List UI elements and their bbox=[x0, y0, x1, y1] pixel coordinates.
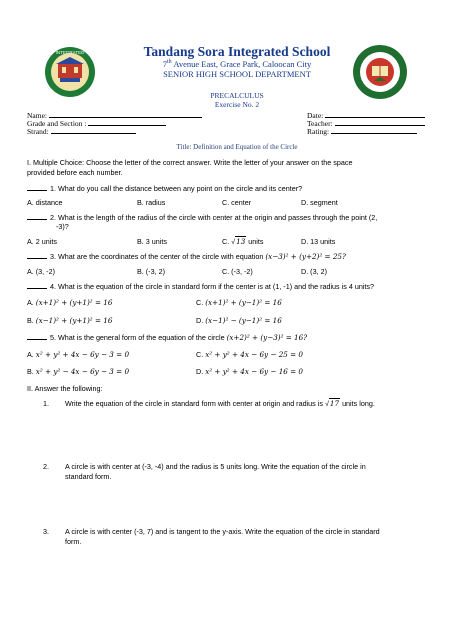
part2-item-1: 1. Write the equation of the circle in standard form with center at origin and radius is √17 units long. bbox=[43, 399, 375, 408]
department-name: SENIOR HIGH SCHOOL DEPARTMENT bbox=[163, 69, 311, 79]
subject-title: PRECALCULUS bbox=[210, 91, 264, 100]
q2-option-b: B. 3 units bbox=[137, 237, 167, 246]
question-2-cont: -3)? bbox=[56, 222, 69, 231]
name-field[interactable]: Name: bbox=[27, 110, 202, 120]
q2-option-d: D. 13 units bbox=[301, 237, 336, 246]
q5-option-d: D. x² + y² + 4x − 6y − 16 = 0 bbox=[196, 367, 304, 376]
question-3: 3. What are the coordinates of the center of the circle with equation (x−3)² + (y+2)² = 25? bbox=[27, 252, 346, 261]
answer-blank-3[interactable] bbox=[27, 252, 47, 259]
q1-option-b: B. radius bbox=[137, 198, 166, 207]
school-address: 7th Avenue East, Grace Park, Caloocan City bbox=[162, 59, 312, 69]
grade-section-field[interactable]: Grade and Section : bbox=[27, 118, 166, 128]
part1-instruction-line1: I. Multiple Choice: Choose the letter of the correct answer. Write the letter of your answer on the space bbox=[27, 158, 353, 167]
q3-option-a: A. (3, -2) bbox=[27, 267, 55, 276]
part1-instruction-line2: provided before each number. bbox=[27, 168, 123, 177]
question-5: 5. What is the general form of the equation of the circle (x+2)² + (y−3)² = 16? bbox=[27, 333, 307, 342]
q4-option-d: D. (x−1)² − (y−1)² = 16 bbox=[196, 316, 282, 325]
q1-option-d: D. segment bbox=[301, 198, 338, 207]
q1-option-a: A. distance bbox=[27, 198, 63, 207]
answer-blank-1[interactable] bbox=[27, 184, 47, 191]
q4-option-b: B. (x−1)² + (y+1)² = 16 bbox=[27, 316, 113, 325]
part2-item-2-cont: standard form. bbox=[65, 472, 112, 481]
q3-option-b: B. (-3, 2) bbox=[137, 267, 165, 276]
q2-option-c: C. √13 units bbox=[222, 237, 264, 246]
date-field[interactable]: Date: bbox=[307, 110, 425, 120]
rating-field[interactable]: Rating: bbox=[307, 126, 417, 136]
q5-option-a: A. x² + y² + 4x − 6y − 3 = 0 bbox=[27, 350, 130, 359]
teacher-field[interactable]: Teacher: bbox=[307, 118, 425, 128]
q2-option-a: A. 2 units bbox=[27, 237, 57, 246]
question-2: 2. What is the length of the radius of the circle with center at the origin and passes through the point (2, bbox=[27, 213, 377, 222]
q4-option-a: A. (x+1)² + (y+1)² = 16 bbox=[27, 298, 113, 307]
q1-option-c: C. center bbox=[222, 198, 252, 207]
strand-field[interactable]: Strand: bbox=[27, 126, 136, 136]
exercise-number: Exercise No. 2 bbox=[214, 100, 260, 109]
logo-left-text: INTEGRATED bbox=[55, 50, 85, 55]
answer-blank-2[interactable] bbox=[27, 213, 47, 220]
school-name: Tandang Sora Integrated School bbox=[143, 44, 331, 59]
q4-option-c: C. (x+1)² + (y−1)² = 16 bbox=[196, 298, 282, 307]
answer-blank-5[interactable] bbox=[27, 333, 47, 340]
part2-item-3: 3. A circle is with center (-3, 7) and is tangent to the y-axis. Write the equation of the circle in standard bbox=[43, 527, 380, 536]
q5-option-c: C. x² + y² + 4x − 6y − 25 = 0 bbox=[196, 350, 304, 359]
part2-heading: II. Answer the following: bbox=[27, 384, 103, 393]
answer-blank-4[interactable] bbox=[27, 282, 47, 289]
question-4: 4. What is the equation of the circle in standard form if the center is at (1, -1) and the radius is 4 units? bbox=[27, 282, 374, 291]
q3-option-c: C. (-3, -2) bbox=[222, 267, 253, 276]
part2-item-3-cont: form. bbox=[65, 537, 82, 546]
question-1: 1. What do you call the distance between any point on the circle and its center? bbox=[27, 184, 302, 193]
q3-option-d: D. (3, 2) bbox=[301, 267, 327, 276]
worksheet-title: Title: Definition and Equation of the Circle bbox=[176, 143, 298, 151]
q5-option-b: B. x² + y² − 4x − 6y − 3 = 0 bbox=[27, 367, 130, 376]
part2-item-2: 2. A circle is with center at (-3, -4) and the radius is 5 units long. Write the equation of the circle in bbox=[43, 462, 366, 471]
